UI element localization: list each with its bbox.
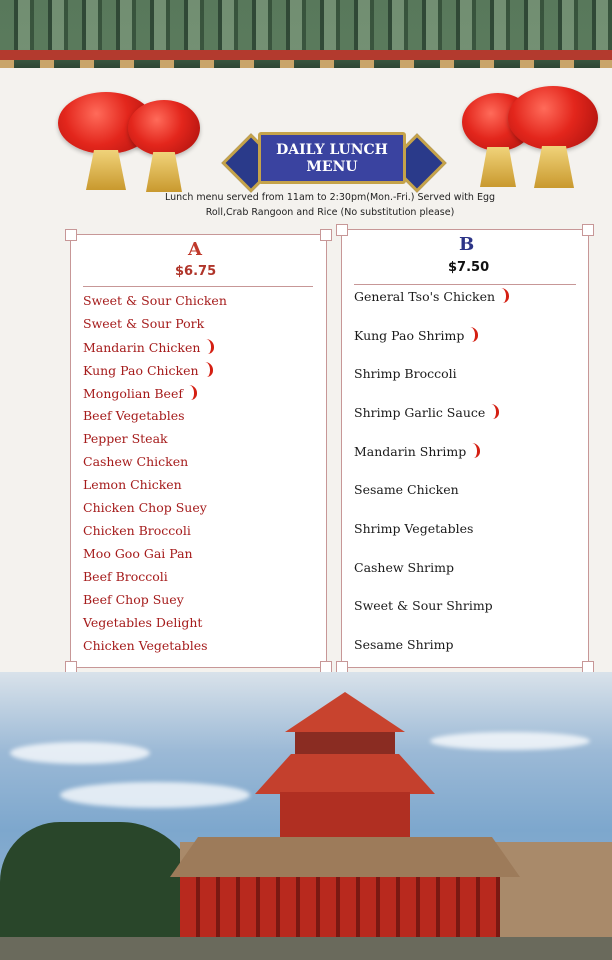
menu-item-name: Cashew Chicken [83,454,189,469]
menu-title-line2: MENU [306,159,358,175]
eave-bracket-row [0,60,612,68]
menu-item [83,477,182,492]
menu-item [83,546,193,561]
menu-item-name: Pepper Steak [83,431,168,446]
menu-b-price: $7.50 [448,260,490,275]
menu-item [83,615,202,630]
chili-pepper-icon [472,443,480,458]
menu-item-name: Beef Chop Suey [83,592,184,607]
menu-a-price: $6.75 [175,264,217,279]
menu-item-name: Sweet & Sour Pork [83,316,205,331]
roof-tile-pattern [0,0,612,56]
menu-item-name: Lemon Chicken [83,477,182,492]
menu-item [83,569,168,584]
chili-pepper-icon [205,362,213,377]
menu-item-name: Sweet & Sour Chicken [83,293,227,308]
menu-item-name: Shrimp Garlic Sauce [354,405,486,421]
menu-item-name: General Tso's Chicken [354,289,496,304]
menu-item [83,385,197,401]
roof-eave [0,50,612,60]
menu-item-name: Cashew Shrimp [354,559,454,575]
pavilion-hall [180,877,500,937]
menu-item-name: Chicken Chop Suey [83,500,207,515]
menu-item [354,366,457,381]
menu-title [258,132,406,184]
menu-item [83,293,227,308]
lantern-left-2-icon [128,100,208,195]
menu-item [83,408,185,423]
menu-item [354,404,499,420]
menu-a-panel [70,234,327,668]
hall-roof [170,837,520,877]
menu-item-name: Beef Broccoli [83,569,168,584]
menu-item-name: Moo Goo Gai Pan [83,546,193,561]
menu-item-name: Mandarin Chicken [83,340,201,355]
menu-item-name: Sweet & Sour Shrimp [354,598,493,614]
menu-item-name: Vegetables Delight [83,615,203,630]
chili-pepper-icon [189,385,197,400]
menu-item-name: Mongolian Beef [83,386,183,401]
menu-item-name: Sesame Shrimp [354,637,454,653]
chili-pepper-icon [491,404,499,419]
roof-tiles-border [0,0,612,68]
menu-a-divider [83,286,313,287]
menu-item-name: Beef Vegetables [83,408,185,423]
menu-a-letter: A [188,239,202,260]
menu-b-panel [341,229,589,668]
menu-b-letter: B [459,234,475,255]
menu-item [83,500,207,515]
menu-item [83,339,214,355]
lunch-hours-note: Lunch menu served from 11am to 2:30pm(Mon.-Fri.) Served with Egg Roll,Crab Rangoon and Rice (No substitution please) [164,192,496,218]
corner-ornament [65,229,77,241]
menu-b-divider [354,284,576,285]
menu-item [83,362,213,378]
menu-item [354,598,493,613]
menu-item-name: Kung Pao Shrimp [354,327,465,343]
chili-pepper-icon [501,288,509,303]
menu-item [354,560,454,575]
menu-item [354,637,454,652]
chili-pepper-icon [470,327,478,342]
menu-item-name: Mandarin Shrimp [354,444,467,460]
menu-item [354,443,480,459]
menu-item [354,327,478,343]
menu-item [83,592,184,607]
corner-ornament [320,229,332,241]
menu-item-name: Chicken Vegetables [83,638,208,653]
menu-item [354,521,473,536]
chili-pepper-icon [206,339,214,354]
menu-item [83,523,191,538]
menu-item-name: Sesame Chicken [354,482,459,497]
menu-item [83,638,208,653]
menu-item-name: Chicken Broccoli [83,523,191,538]
menu-item [83,316,204,331]
menu-item [83,454,188,469]
ground [0,937,612,960]
corner-tower [250,692,440,842]
menu-item-name: Shrimp Vegetables [354,520,474,536]
menu-title-line1: DAILY LUNCH [276,142,388,158]
menu-item-name: Shrimp Broccoli [354,365,457,381]
menu-item [83,431,168,446]
forbidden-city-corner-tower-photo [0,672,612,960]
lantern-right-2-icon [508,86,603,191]
corner-ornament [336,224,348,236]
menu-item [354,288,509,304]
title-banner [228,132,436,186]
corner-ornament [582,224,594,236]
menu-item-name: Kung Pao Chicken [83,363,199,378]
menu-item [354,482,459,497]
